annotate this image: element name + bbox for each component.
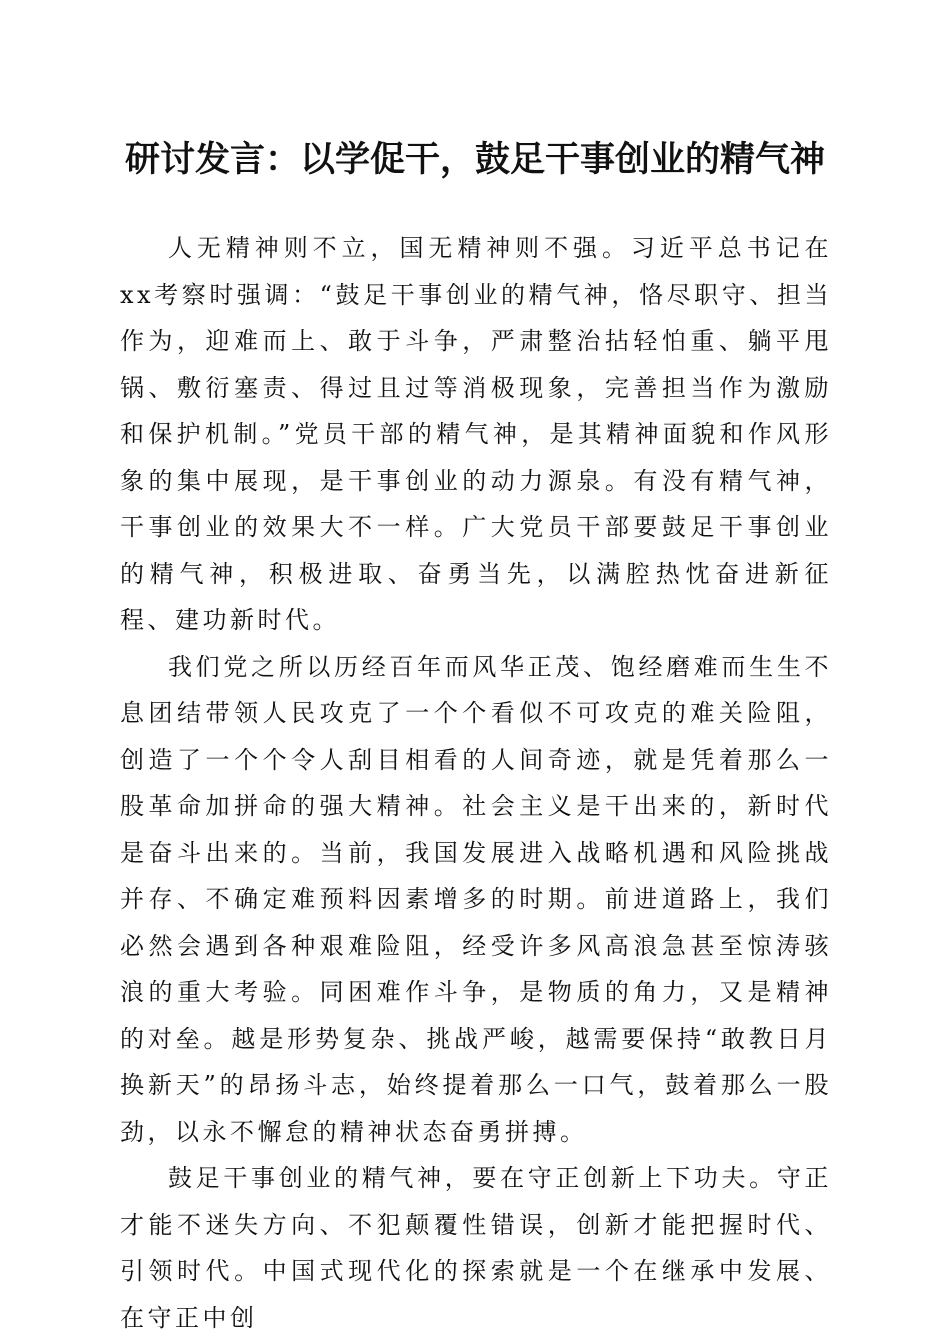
paragraph: 鼓足干事创业的精气神，要在守正创新上下功夫。守正才能不迷失方向、不犯颠覆性错误，创新才能把握时代、引领时代。中国式现代化的探索就是一个在继承中发展、在守正中创 (120, 1164, 832, 1332)
document-title: 研讨发言：以学促干，鼓足干事创业的精气神 (124, 139, 825, 180)
paragraph: 我们党之所以历经百年而风华正茂、饱经磨难而生生不息团结带领人民攻克了一个个看似不可攻克的难关险阻，创造了一个个令人刮目相看的人间奇迹，就是凭着那么一股革命加拼命的强大精神。社会主义是干出来的，新时代是奋斗出来的。当前，我国发展进入战略机遇和风险挑战并存、不确定难预料因素增多的时期。前进道路上，我们必然会遇到各种艰难险阻，经受许多风高浪急甚至惊涛骇浪的重大考验。同困难作斗争，是物质的角力，又是精神的对垒。越是形势复杂、挑战严峻，越需要保持“敢教日月换新天”的昂扬斗志，始终提着那么一口气，鼓着那么一股劲，以永不懈怠的精神状态奋勇拼搏。 (120, 652, 832, 1146)
document-body (120, 225, 832, 1341)
paragraph: 人无精神则不立，国无精神则不强。习近平总书记在xx考察时强调：“鼓足干事创业的精气神，恪尽职守、担当作为，迎难而上、敢于斗争，严肃整治拈轻怕重、躺平甩锅、敷衍塞责、得过且过等消极现象，完善担当作为激励和保护机制。”党员干部的精气神，是其精神面貌和作风形象的集中展现，是干事创业的动力源泉。有没有精气神，干事创业的效果大不一样。广大党员干部要鼓足干事创业的精气神，积极进取、奋勇当先，以满腔热忱奋进新征程、建功新时代。 (120, 234, 832, 634)
